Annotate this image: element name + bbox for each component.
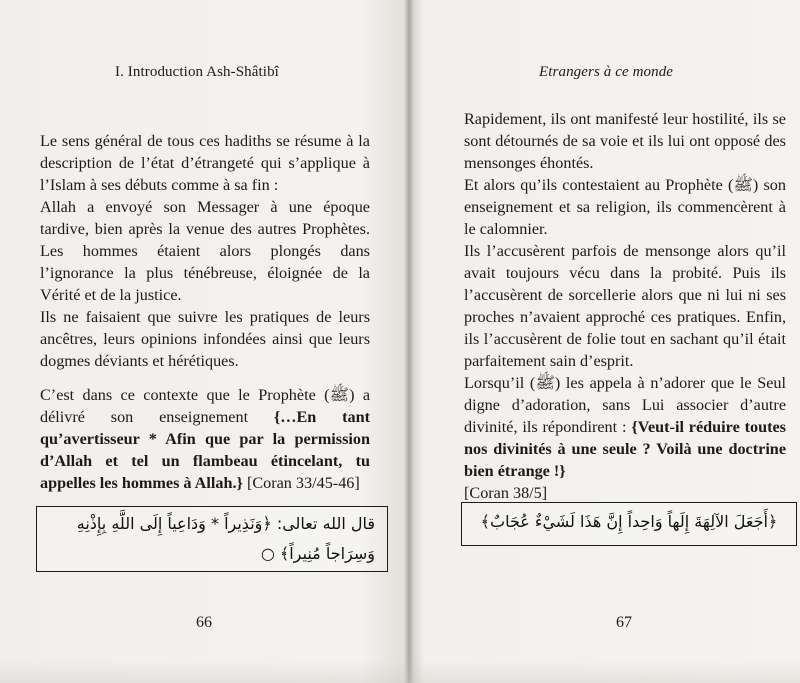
left-paragraph-2: Allah a envoyé son Messager à une époque tardive, bien après la venue des autres Prophètes. Les hommes étaient alors plongés dans l’ignorance la plus ténébreuse, éloignée de la Vérité et de la justice. — [40, 198, 370, 304]
left-quran-quote: {…En tant qu’avertisseur * Afin que par la permission d’Allah et tel un flambeau étincelant, tu appelles les hommes à Allah.} — [40, 408, 370, 492]
right-paragraph-3: Ils l’accusèrent parfois de mensonge alors qu’il avait toujours vécu dans la probité. Puis ils l’accusèrent de sorcellerie alors que ni lui ni ses proches n’avaient approché ces pratiques. Enfin, ils l’accusèrent de folie tout en sachant qu’il était parfaitement sain d’esprit. — [464, 242, 786, 370]
bottom-shadow — [0, 660, 800, 683]
right-quran-reference: [Coran 38/5] — [464, 484, 548, 502]
right-quran-quote: {Veut-il réduire toutes nos divinités à une seule ? Voilà une doctrine bien étrange !} — [464, 418, 786, 480]
right-paragraph-4-intro: Lorsqu’il (ﷺ) les appela à n’adorer que le Seul digne d’adoration, sans Lui associer d’autre divinité, ils répondirent : — [464, 374, 787, 436]
left-paragraph-3: Ils ne faisaient que suivre les pratiques de leurs ancêtres, leurs opinions infondées ainsi que leurs dogmes déviants et hérétiques. — [40, 308, 370, 370]
left-running-head: I. Introduction Ash-Shâtibî — [115, 64, 279, 80]
left-paragraph-1: Le sens général de tous ces hadiths se résume à la description de l’état d’étrangeté qui s’applique à l’Islam à ses débuts comme à sa fin : — [40, 132, 370, 194]
right-page — [414, 0, 800, 683]
left-paragraph-4-intro: C’est dans ce contexte que le Prophète (ﷺ) a délivré son enseignement — [40, 386, 371, 426]
book-gutter — [404, 0, 414, 683]
left-body-text — [40, 130, 370, 494]
right-page-number: 67 — [616, 614, 632, 631]
left-quran-reference: [Coran 33/45-46] — [242, 474, 360, 492]
right-running-head: Etrangers à ce monde — [539, 64, 674, 80]
left-arabic-verse-box: قال الله تعالى: ﴿وَنَذِيراً * وَدَاعِياً إِلَى اللَّهِ بِإِذْنِهِ وَسِرَاجاً مُنِيراً﴾ ○ — [36, 506, 388, 572]
left-page-number: 66 — [196, 614, 212, 631]
right-arabic-verse-box: ﴿أَجَعَلَ الآلِهَةَ إِلَهاً وَاحِداً إِنَّ هَذَا لَشَيْءٌ عُجَابٌ﴾ — [461, 502, 797, 546]
right-paragraph-2: Et alors qu’ils contestaient au Prophète (ﷺ) son enseignement et sa religion, ils commencèrent à le calomnier. — [464, 176, 786, 238]
paragraph-gap — [40, 372, 370, 384]
right-paragraph-1: Rapidement, ils ont manifesté leur hostilité, ils se sont détournés de sa voie et ils lui ont opposé des mensonges éhontés. — [464, 110, 786, 172]
right-body-text — [464, 108, 786, 504]
left-paragraph-4 — [40, 384, 370, 494]
right-paragraph-4 — [464, 372, 786, 482]
